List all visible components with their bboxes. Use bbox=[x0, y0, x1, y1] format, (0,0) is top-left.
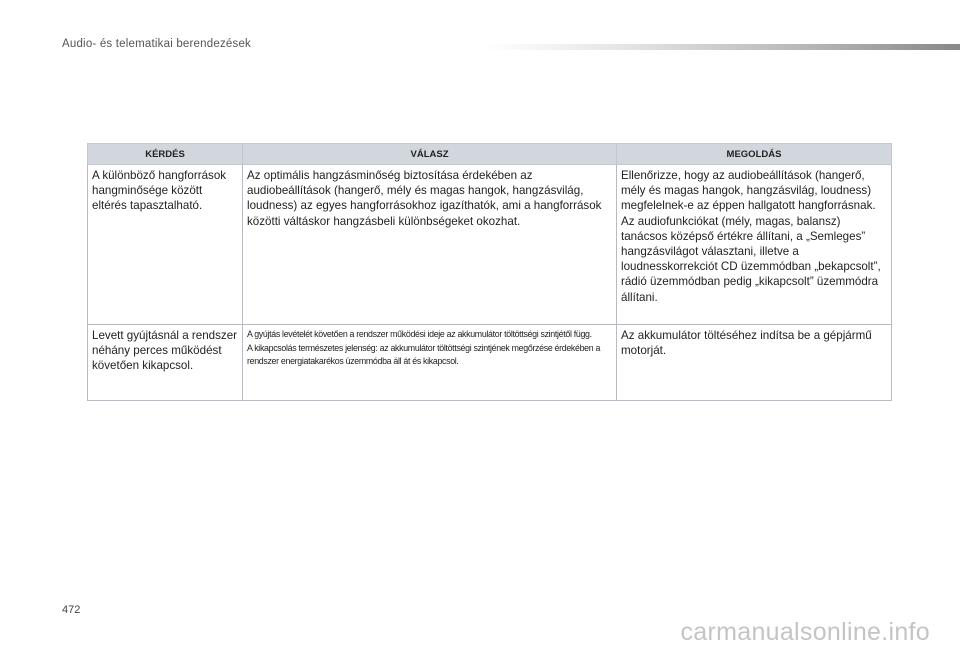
question-text: A különböző hangforrások hangminősége között eltérés tapasztalható. bbox=[92, 169, 227, 213]
page-number: 472 bbox=[62, 604, 81, 616]
section-title: Audio- és telematikai berendezések bbox=[62, 38, 251, 50]
watermark: carmanualsonline.info bbox=[680, 618, 930, 646]
solution-cell bbox=[617, 325, 892, 401]
column-header-question: KÉRDÉS bbox=[88, 144, 243, 165]
question-text: Levett gyújtásnál a rendszer néhány perces működést követően kikapcsol. bbox=[92, 329, 238, 373]
solution-text: Az akkumulátor töltéséhez indítsa be a gépjármű motorját. bbox=[621, 329, 872, 358]
answer-text: A gyújtás levételét követően a rendszer működési ideje az akkumulátor töltöttségi szintjétől függ. bbox=[247, 329, 592, 340]
solution-cell bbox=[617, 165, 892, 325]
solution-text: Ellenőrizze, hogy az audiobeállítások (hangerő, mély és magas hangok, hangzásvilág, loudness) megfelelnek-e az éppen hallgatott hangforrásnak. Az audiofunkciókat (mély, magas, balansz) tanácsos középső értékre állítani, a „Semleges” hangzásvilágot választani, illetve a loudnesskorrekciót CD üzemmódban „bekapcsolt”, rádió üzemmódban pedig „kikapcsolt” üzemmódra állítani. bbox=[621, 169, 881, 304]
answer-cell bbox=[243, 165, 617, 325]
table-header-row bbox=[88, 144, 892, 165]
column-header-solution: MEGOLDÁS bbox=[617, 144, 892, 165]
answer-text: A kikapcsolás természetes jelenség: az akkumulátor töltöttségi szintjének megőrzése érdekében a rendszer energiatakarékos üzemmódba áll át és kikapcsol. bbox=[247, 342, 601, 367]
question-cell bbox=[88, 325, 243, 401]
column-header-answer: VÁLASZ bbox=[243, 144, 617, 165]
table-row bbox=[88, 325, 892, 401]
answer-cell bbox=[243, 325, 617, 401]
question-cell bbox=[88, 165, 243, 325]
troubleshooting-table bbox=[87, 143, 892, 401]
table-row bbox=[88, 165, 892, 325]
header-gradient-bar bbox=[485, 44, 960, 50]
answer-text: Az optimális hangzásminőség biztosítása érdekében az audiobeállítások (hangerő, mély és magas hangok, hangzásvilág, loudness) az egyes hangforrásokhoz igazíthatók, ami a hangforrások közötti váltáskor hangzásbeli különbségeket okozhat. bbox=[247, 169, 602, 228]
